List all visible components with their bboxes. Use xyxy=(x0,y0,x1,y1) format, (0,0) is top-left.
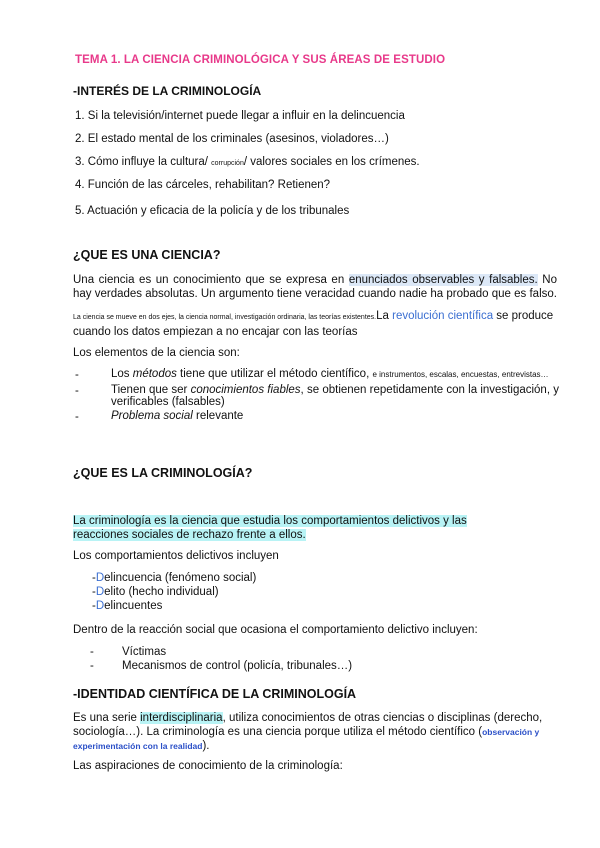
blue-bold-text: observación y experimentación con la realidad xyxy=(73,727,540,751)
emphasis: métodos xyxy=(132,368,177,380)
link-text: revolución científica xyxy=(392,310,494,322)
text: , utiliza conocimientos de otras ciencias o disciplinas (derecho, sociología…). La criminología es una ciencia porque utiliza el método científico ( xyxy=(73,712,543,738)
initial-letter: D xyxy=(95,600,105,612)
section-heading-identidad: -IDENTIDAD CIENTÍFICA DE LA CRIMINOLOGÍA xyxy=(73,687,357,701)
text: Los xyxy=(111,368,133,380)
section-heading-interes: -INTERÉS DE LA CRIMINOLOGÍA xyxy=(73,84,262,98)
paragraph: Los comportamientos delictivos incluyen xyxy=(73,550,279,562)
highlighted-text: enunciados observables y falsables. xyxy=(348,274,538,286)
text: No hay verdades absolutas. Un argumento tiene veracidad cuando nadie ha probado que es falso. xyxy=(73,274,557,300)
list-item: 4. Función de las cárceles, rehabilitan? Retienen? xyxy=(75,179,331,191)
list-item-text: Víctimas xyxy=(122,646,167,658)
dash-bullet: - xyxy=(92,586,96,598)
list-item-text: elincuencia (fenómeno social) xyxy=(104,572,257,584)
list-item xyxy=(92,599,162,613)
highlighted-text: La criminología es la ciencia que estudia los comportamientos delictivos y las reacciones sociales de rechazo frente a ellos. xyxy=(73,515,467,541)
list-item-text: 3. Cómo influye la cultura/ xyxy=(75,156,208,168)
paragraph xyxy=(73,711,559,753)
paragraph xyxy=(73,273,557,301)
list-item xyxy=(73,384,559,408)
paragraph: Dentro de la reacción social que ocasiona el comportamiento delictivo incluyen: xyxy=(73,624,478,636)
list-item: 1. Si la televisión/internet puede llegar a influir en la delincuencia xyxy=(75,110,405,122)
list-item-text xyxy=(111,384,559,408)
list-item: 2. El estado mental de los criminales (asesinos, violadores…) xyxy=(75,133,389,145)
dash-bullet: - xyxy=(75,411,79,423)
dash-bullet: - xyxy=(75,369,79,381)
list-item xyxy=(90,659,352,673)
initial-letter: D xyxy=(95,586,105,598)
text: se produce cuando los datos empiezan a no encajar con las teorías xyxy=(73,310,554,338)
page-title: TEMA 1. LA CIENCIA CRIMINOLÓGICA Y SUS ÁREAS DE ESTUDIO xyxy=(75,54,446,66)
initial-letter: D xyxy=(95,572,105,584)
list-item xyxy=(92,571,256,585)
emphasis: conocimientos fiables xyxy=(190,384,301,396)
text: tiene que utilizar el método científico, xyxy=(176,368,373,380)
text: , se obtienen repetidamente con la investigación, y verificables (falsables) xyxy=(111,384,559,408)
text: Una ciencia es un conocimiento que se expresa en xyxy=(73,274,349,286)
paragraph: Las aspiraciones de conocimiento de la criminología: xyxy=(73,760,343,772)
definition xyxy=(73,514,513,542)
emphasis: Problema social xyxy=(111,410,193,422)
section-heading-ciencia: ¿QUE ES UNA CIENCIA? xyxy=(73,248,221,262)
section-heading-criminologia: ¿QUE ES LA CRIMINOLOGÍA? xyxy=(73,466,253,480)
list-item-text: Mecanismos de control (policía, tribunales…) xyxy=(122,660,353,672)
small-text: La ciencia se mueve en dos ejes, la ciencia normal, investigación ordinaria, las teorías existentes. xyxy=(73,314,377,321)
dash-bullet: - xyxy=(92,572,96,584)
list-item xyxy=(73,368,559,382)
paragraph xyxy=(73,309,559,339)
list-item: 5. Actuación y eficacia de la policía y de los tribunales xyxy=(75,205,350,217)
list-item xyxy=(75,155,420,171)
small-text: corrupción xyxy=(211,160,244,167)
list-item-text xyxy=(111,368,559,382)
paragraph: Los elementos de la ciencia son: xyxy=(73,347,240,359)
text: relevante xyxy=(192,410,244,422)
dash-bullet: - xyxy=(92,600,96,612)
dash-bullet: - xyxy=(75,385,79,397)
list-item xyxy=(90,645,166,659)
list-item xyxy=(73,410,559,424)
text: ). xyxy=(202,740,210,752)
bullet-list xyxy=(73,368,559,424)
list-item-text xyxy=(111,410,559,424)
dash-bullet: - xyxy=(90,646,94,658)
small-text: e instrumentos, escalas, encuestas, entrevistas… xyxy=(372,370,549,379)
list-item-text: elito (hecho individual) xyxy=(104,586,219,598)
list-item xyxy=(92,585,219,599)
list-item-tail: / valores sociales en los crímenes. xyxy=(243,156,420,168)
text: La xyxy=(376,310,393,322)
highlighted-text: interdisciplinaria xyxy=(140,712,223,724)
dash-bullet: - xyxy=(90,660,94,672)
text: Es una serie xyxy=(73,712,141,724)
list-item-text: elincuentes xyxy=(104,600,163,612)
text: Tienen que ser xyxy=(111,384,191,396)
